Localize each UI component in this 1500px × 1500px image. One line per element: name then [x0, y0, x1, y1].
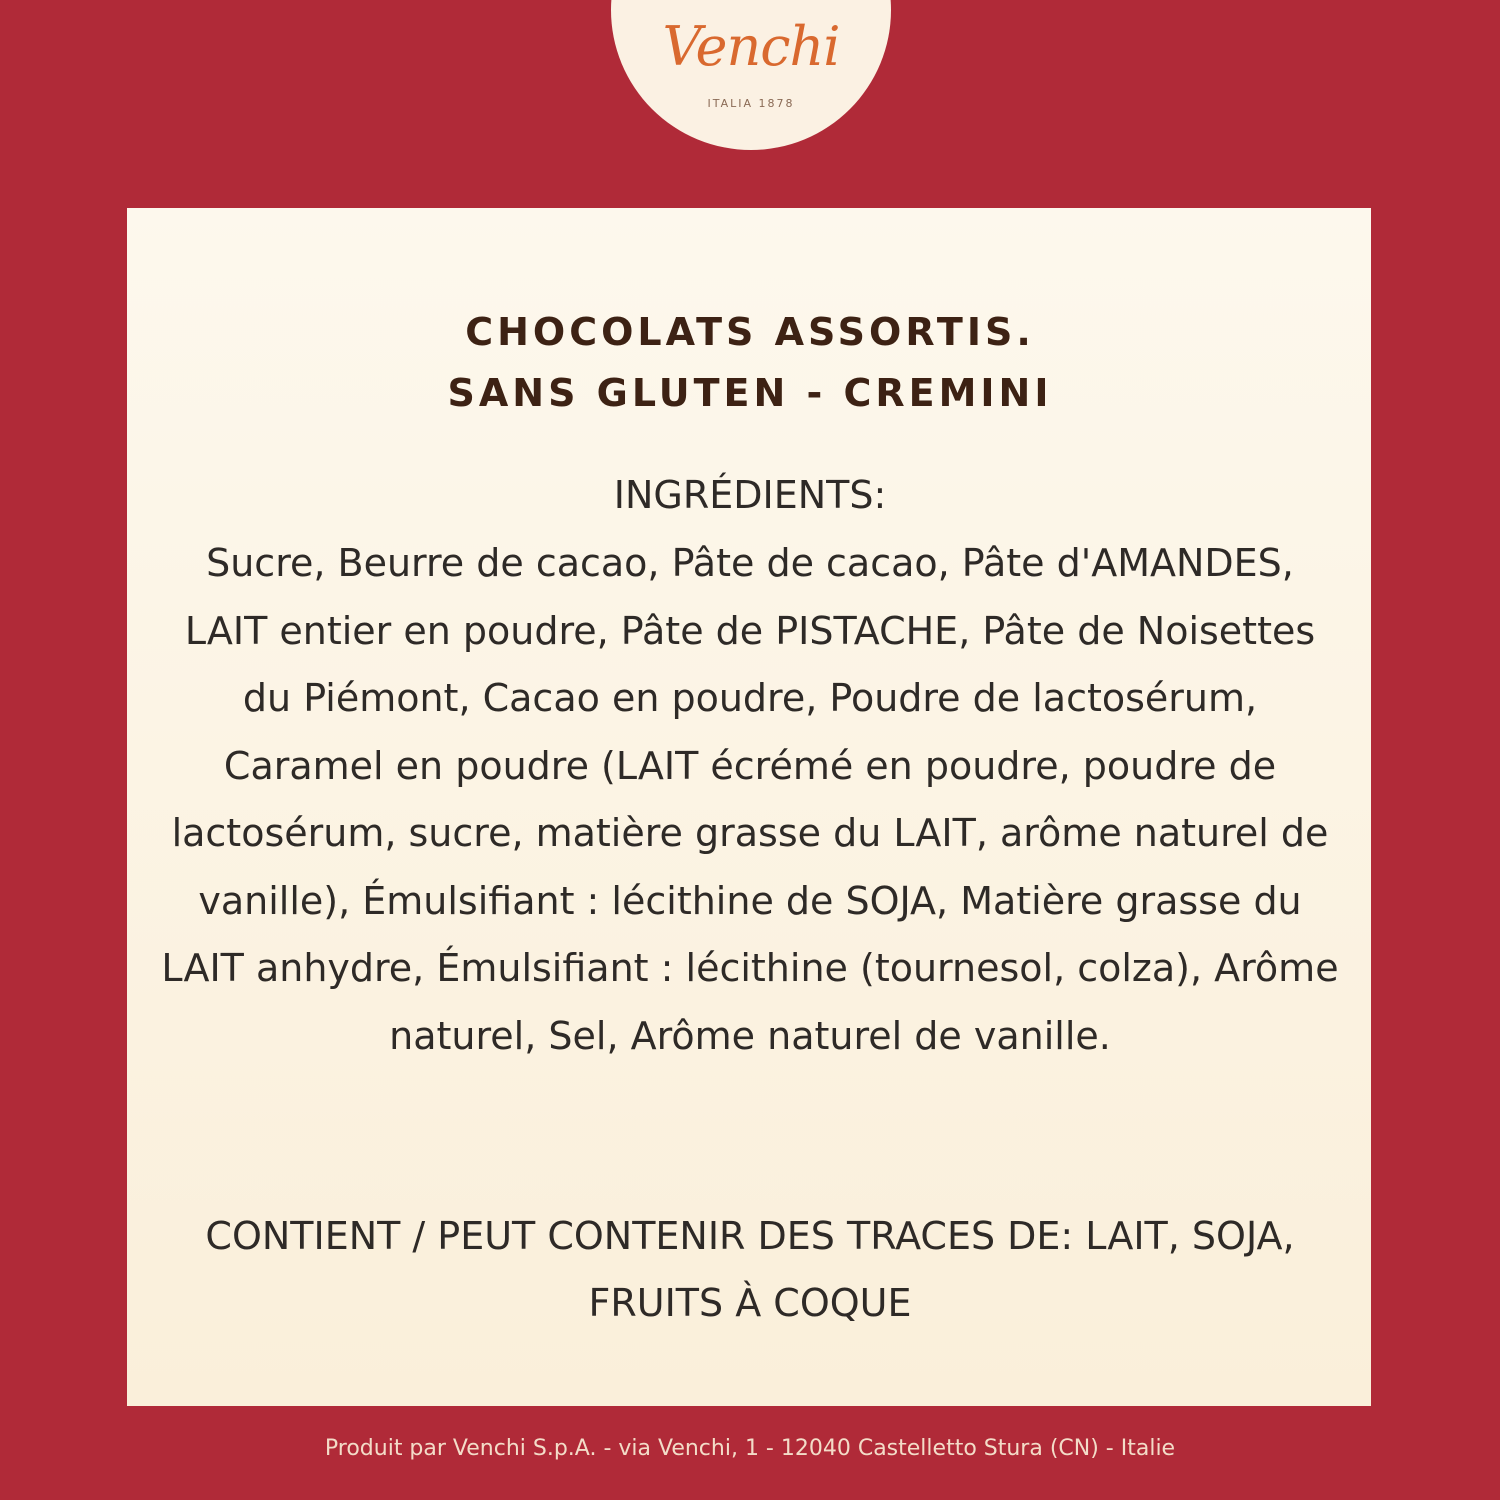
product-title-line-2: SANS GLUTEN - CREMINI — [447, 371, 1053, 415]
allergen-statement: CONTIENT / PEUT CONTENIR DES TRACES DE: LAIT, SOJA, FRUITS À COQUE — [205, 1214, 1295, 1325]
product-title-line-1: CHOCOLATS ASSORTIS. — [465, 310, 1035, 354]
ingredients-heading: INGRÉDIENTS: — [613, 473, 887, 517]
producer-footer: Produit par Venchi S.p.A. - via Venchi, 1 - 12040 Castelletto Stura (CN) - Italie — [324, 1436, 1176, 1461]
ingredients-list: Sucre, Beurre de cacao, Pâte de cacao, Pâte d'AMANDES, LAIT entier en poudre, Pâte de PISTACHE, Pâte de Noisettes du Piémont, Cacao en poudre, Poudre de lactosérum, Caramel en poudre (LAIT écrémé en poudre, poudre de lactosérum, sucre, matière grasse du LAIT, arôme naturel de vanille), Émulsifiant : lécithine de SOJA, Matière grasse du LAIT anhydre, Émulsifiant : lécithine (tournesol, colza), Arôme naturel, Sel, Arôme naturel de vanille. — [161, 541, 1339, 1058]
venchi-logo-wordmark: Venchi — [662, 15, 840, 78]
venchi-logo-tagline: ITALIA 1878 — [707, 97, 795, 110]
product-title — [0, 302, 1500, 424]
